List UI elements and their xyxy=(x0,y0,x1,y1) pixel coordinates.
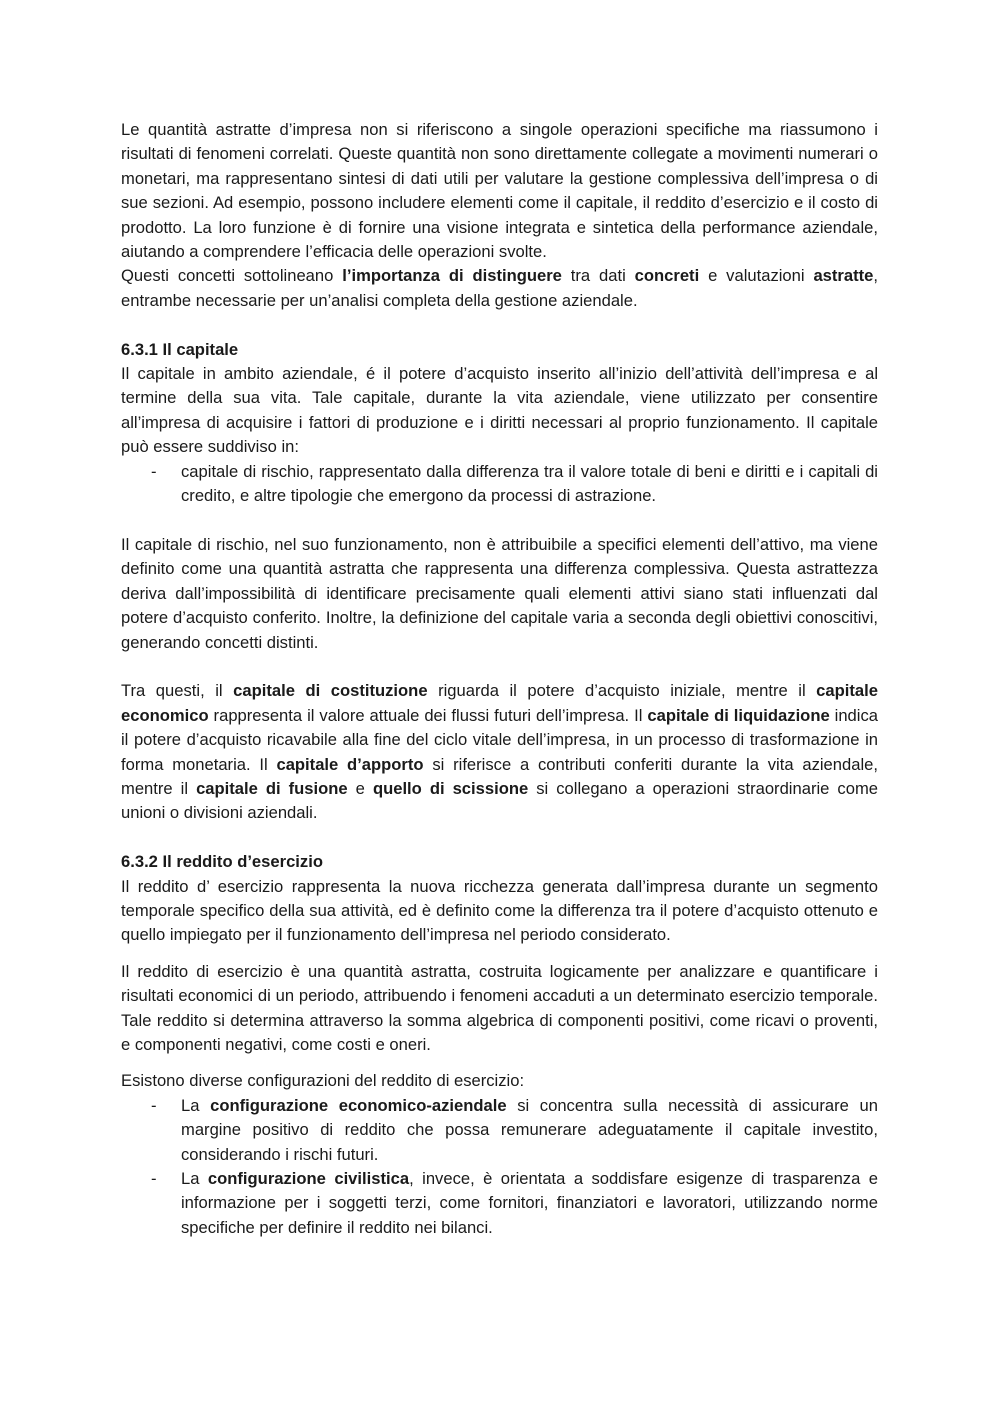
bold-term: configurazione civilistica xyxy=(207,1169,410,1188)
reddito-paragraph-1: Il reddito d’ esercizio rappresenta la nuova ricchezza generata dall’impresa durante un segmento temporale specifico della sua attività, ed è definito come la differenza tra il potere d’acquisto ottenuto e quello impiegato per il funzionamento dell’impresa nel periodo considerato. xyxy=(121,876,878,945)
document-page xyxy=(121,118,878,1240)
bold-term: l’importanza di distinguere xyxy=(342,266,562,286)
reddito-paragraph-2: Il reddito di esercizio è una quantità astratta, costruita logicamente per analizzare e quantificare i risultati economici di un periodo, attribuendo i fenomeni accaduti a un determinato esercizio temporale. Tale reddito si determina attraverso la somma algebrica di componenti positivi, come ricavi o proventi, e componenti negativi, come costi e oneri. xyxy=(121,961,878,1054)
reddito-paragraph-3: Esistono diverse configurazioni del reddito di esercizio: xyxy=(121,1071,525,1091)
bold-term: capitale di liquidazione xyxy=(647,705,830,725)
text-run: Questi concetti sottolineano xyxy=(121,266,343,286)
bold-term: capitale economico xyxy=(121,681,878,725)
bold-term: configurazione economico-aziendale xyxy=(210,1095,507,1115)
bold-term: capitale di costituzione xyxy=(233,681,428,701)
text-run: , invece, è orientata a soddisfare esigenze di trasparenza e informazione per i soggetti terzi, come fornitori, finanziatori e lavoratori, utilizzando norme specifiche per definire il reddito nei bilanci. xyxy=(181,1169,878,1237)
capitale-paragraph-2: Il capitale di rischio, nel suo funzionamento, non è attribuibile a specifici elementi dell’attivo, ma viene definito come una quantità astratta che rappresenta una differenza complessiva. Questa astrattezza deriva dall’impossibilità di identificare precisamente quali elementi attivi siano stati influenzati dal potere d’acquisto conferito. Inoltre, la definizione del capitale varia a seconda degli obiettivi conoscitivi, generando concetti distinti. xyxy=(121,534,878,652)
bold-term: concreti xyxy=(634,266,700,286)
intro-paragraph-1: Le quantità astratte d’impresa non si riferiscono a singole operazioni specifiche ma riassumono i risultati di fenomeni correlati. Queste quantità non sono direttamente collegate a movimenti numerari o monetari, ma rappresentano sintesi di dati utili per valutare la gestione complessiva dell’impresa o di sue sezioni. Ad esempio, possono includere elementi come il capitale, il reddito d’esercizio e il costo di prodotto. La loro funzione è di fornire una visione integrata e sintetica della performance aziendale, aiutando a comprendere l’efficacia delle operazioni svolte. xyxy=(121,120,878,262)
list-item xyxy=(121,1094,878,1167)
text-run: Tra questi, il xyxy=(121,681,234,701)
text-run: si concentra sulla necessità di assicurare un margine positivo di reddito che possa remunerare adeguatamente il capitale investito, considerando i rischi futuri. xyxy=(181,1095,878,1164)
bold-term: astratte xyxy=(813,266,874,286)
dash-bullet: - xyxy=(151,461,157,481)
capitale-list xyxy=(121,460,878,509)
dash-bullet: - xyxy=(151,1095,157,1115)
list-item-text: capitale di rischio, rappresentato dalla differenza tra il valore totale di beni e diritti e i capitali di credito, e altre tipologie che emergono da processi di astrazione. xyxy=(181,461,878,506)
text-run: riguarda il potere d’acquisto iniziale, mentre il xyxy=(427,681,817,701)
text-run: indica il potere d’acquisto ricavabile alla fine del ciclo vitale dell’impresa, in un processo di trasformazione in forma monetaria. Il xyxy=(121,705,878,774)
text-run: e valutazioni xyxy=(699,266,814,286)
capitale-paragraph-1: Il capitale in ambito aziendale, é il potere d’acquisto inserito all’inizio dell’attività dell’impresa e al termine della sua vita. Tale capitale, durante la vita aziendale, viene utilizzato per consentire all’impresa di acquisire i fattori di produzione e i diritti necessari al proprio funzionamento. Il capitale può essere suddiviso in: xyxy=(121,364,878,457)
intro-paragraph-2 xyxy=(121,264,878,313)
text-run: , entrambe necessarie per un’analisi completa della gestione aziendale. xyxy=(121,266,879,310)
bold-term: quello di scissione xyxy=(372,778,529,798)
text-run: La xyxy=(181,1095,211,1115)
text-run: e xyxy=(347,778,373,798)
text-run: si riferisce a contributi conferiti durante la vita aziendale, mentre il xyxy=(121,754,878,798)
bold-term: capitale d’apporto xyxy=(276,754,424,774)
dash-bullet: - xyxy=(151,1169,157,1188)
list-item xyxy=(121,1167,878,1240)
text-run: rappresenta il valore attuale dei flussi futuri dell’impresa. Il xyxy=(208,705,648,725)
text-run: si collegano a operazioni straordinarie come unioni o divisioni aziendali. xyxy=(121,778,878,823)
bold-term: capitale di fusione xyxy=(196,778,348,798)
text-run: La xyxy=(181,1169,208,1188)
section-heading-reddito: 6.3.2 Il reddito d’esercizio xyxy=(121,852,323,872)
reddito-list xyxy=(121,1094,878,1240)
text-run: tra dati xyxy=(561,266,635,286)
list-item xyxy=(121,460,878,509)
section-heading-capitale: 6.3.1 Il capitale xyxy=(121,339,239,359)
capitale-paragraph-3 xyxy=(121,679,878,825)
